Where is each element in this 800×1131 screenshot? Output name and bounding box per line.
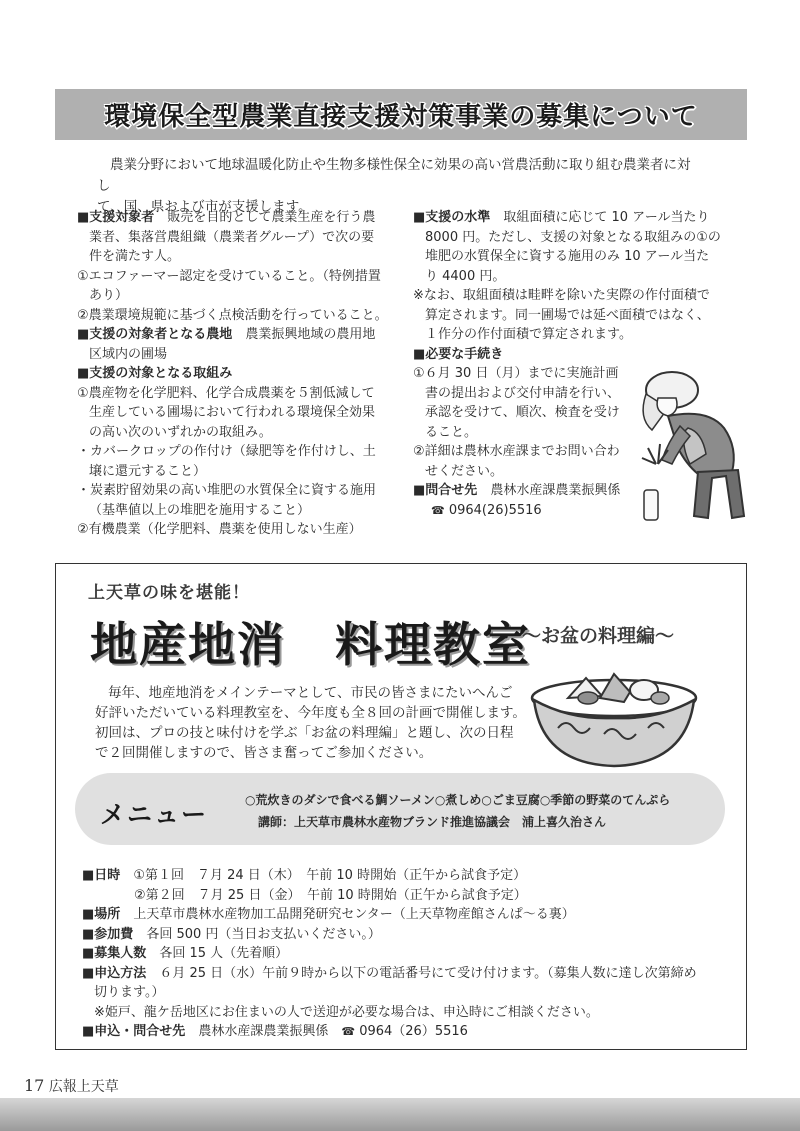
cooking-subtitle: ～お盆の料理編～ bbox=[522, 625, 675, 647]
cooking-catchphrase: 上天草の味を堪能！ bbox=[88, 583, 250, 603]
activity-line: ①農産物を化学肥料、化学合成農薬を５割低減して bbox=[77, 385, 375, 401]
fee-line bbox=[82, 925, 732, 945]
activity-line: 壌に還元すること） bbox=[89, 463, 207, 479]
apply-contact-heading: ■申込・問合せ先 bbox=[82, 1024, 186, 1039]
apply-heading: ■申込方法 bbox=[82, 965, 147, 981]
level-line bbox=[413, 208, 725, 228]
apply-line-2: 切ります。） bbox=[94, 985, 165, 1000]
food-taro bbox=[651, 692, 669, 704]
farmland-text: 農業振興地域の農用地 bbox=[245, 327, 376, 342]
farmland-line: 区域内の圃場 bbox=[89, 346, 168, 362]
contact-heading: ■問合せ先 bbox=[413, 483, 478, 498]
farmer-legs bbox=[694, 470, 744, 518]
apply-line bbox=[82, 964, 732, 984]
procedure-line: ②詳細は農林水産課までお問い合わ bbox=[413, 444, 620, 459]
activity-line: ・カバークロップの作付け（緑肥等を作付けし、土 bbox=[77, 444, 376, 459]
date-heading: ■日時 bbox=[82, 868, 121, 883]
apply-contact-tel: 0964（26）5516 bbox=[359, 1024, 468, 1039]
apply-contact-text: 農林水産課農業振興係 bbox=[198, 1024, 329, 1039]
page-number: 17 bbox=[24, 1076, 45, 1095]
food-taro bbox=[578, 692, 598, 704]
level-line: 算定されます。同一圃場では延べ面積ではなく、 bbox=[425, 307, 710, 323]
level-line: ※なお、取組面積は畦畔を除いた実際の作付面積で bbox=[413, 288, 710, 303]
level-line: 8000 円。ただし、支援の対象となる取組みの①の bbox=[425, 229, 721, 245]
level-line: 堆肥の水質保全に資する施用のみ 10 アール当た bbox=[425, 249, 710, 264]
date-line bbox=[82, 866, 732, 886]
activity-heading: ■支援の対象となる取組み bbox=[77, 366, 233, 381]
target-item: ①エコファーマー認定を受けていること。（特例措置 bbox=[77, 268, 381, 284]
cooking-title: 地産地消 料理教室 bbox=[90, 618, 531, 673]
level-text: 取組面積に応じて 10 アール当たり bbox=[503, 210, 710, 225]
level-line: り 4400 円。 bbox=[425, 268, 506, 284]
desc-line: 初回は、プロの技と味付けを学ぶ「お盆の料理編」と題し、次の日程 bbox=[95, 725, 514, 741]
place-heading: ■場所 bbox=[82, 907, 121, 922]
procedure-line: せください。 bbox=[425, 463, 504, 479]
telephone-icon: ☎ bbox=[341, 1025, 356, 1038]
capacity-heading: ■募集人数 bbox=[82, 946, 147, 961]
menu-label: メニュー bbox=[100, 800, 209, 829]
footer-bar bbox=[0, 1098, 800, 1131]
intro-line: 農業分野において地球温暖化防止や生物多様性保全に効果の高い営農活動に取り組む農業者に対し bbox=[97, 157, 691, 194]
target-text: 販売を目的として農業生産を行う農 bbox=[167, 210, 376, 225]
contact-tel: 0964(26)5516 bbox=[448, 502, 542, 518]
activity-line: 生産している圃場において行われる環境保全効果 bbox=[89, 405, 376, 420]
lecturer: 講師：上天草市農林水産物ブランド推進協議会 浦上喜久治さん bbox=[258, 815, 607, 829]
procedure-heading: ■必要な手続き bbox=[413, 346, 504, 362]
desc-line: 好評いただいている料理教室を、今年度も全８回の計画で開催します。 bbox=[95, 705, 526, 721]
intro-line: て、国、県および市が支援します。 bbox=[97, 199, 312, 215]
cooking-details bbox=[82, 866, 732, 1042]
capacity-text: 各回 15 人（先着順） bbox=[159, 946, 289, 961]
seedling-bundle bbox=[644, 490, 658, 520]
cooking-description bbox=[95, 683, 525, 763]
capacity-line bbox=[82, 944, 732, 964]
activity-line: ・炭素貯留効果の高い堆肥の水質保全に資する施用 bbox=[77, 483, 377, 498]
fee-text: 各回 500 円（当日お支払いください。） bbox=[146, 926, 381, 942]
target-item: あり） bbox=[89, 288, 129, 303]
left-column bbox=[77, 208, 395, 540]
target-line: 業者、集落営農組織（農業者グループ）で次の要 bbox=[89, 229, 375, 245]
desc-line: で２回開催しますので、皆さま奮ってご参加ください。 bbox=[95, 745, 433, 761]
target-line bbox=[77, 208, 395, 228]
date-2: ②第２回 ７月 25 日（金） 午前 10 時開始（正午から試食予定） bbox=[134, 887, 527, 903]
level-heading: ■支援の水準 bbox=[413, 210, 491, 225]
target-line: 件を満たす人。 bbox=[89, 249, 181, 264]
level-line: １作分の作付面積で算定されます。 bbox=[425, 327, 632, 342]
pickup-note: ※姫戸、龍ケ岳地区にお住まいの人で送迎が必要な場合は、申込時にご相談ください。 bbox=[94, 1004, 599, 1020]
farmer-illustration bbox=[628, 368, 746, 528]
telephone-icon: ☎ bbox=[431, 503, 445, 517]
procedure-line: 書の提出および交付申請を行い、 bbox=[425, 385, 621, 401]
procedure-line: ①６月 30 日（月）までに実施計画 bbox=[413, 366, 619, 381]
food-bowl-illustration bbox=[528, 668, 700, 772]
place-text: 上天草市農林水産物加工品開発研究センター（上天草物産館さんぱ～る裏） bbox=[133, 907, 575, 922]
fee-heading: ■参加費 bbox=[82, 926, 134, 942]
section1-title: 環境保全型農業直接支援対策事業の募集について bbox=[104, 102, 698, 132]
apply-text: ６月 25 日（水）午前９時から以下の電話番号にて受け付けます。（募集人数に達し次第締め bbox=[159, 965, 697, 981]
contact-text: 農林水産課農業振興係 bbox=[490, 483, 621, 498]
date-1: ①第１回 ７月 24 日（木） 午前 10 時開始（正午から試食予定） bbox=[133, 868, 527, 883]
desc-line: 毎年、地産地消をメインテーマとして、市民の皆さまにたいへんご bbox=[108, 685, 513, 701]
publication-name: 広報上天草 bbox=[48, 1079, 119, 1095]
farmland-heading: ■支援の対象者となる農地 bbox=[77, 327, 233, 342]
section1-banner bbox=[55, 89, 747, 140]
activity-line: の高い次のいずれかの取組み。 bbox=[89, 424, 272, 440]
menu-items: ○荒炊きのダシで食べる鯛ソーメン○煮しめ○ごま豆腐○季節の野菜のてんぷら bbox=[245, 793, 671, 807]
apply-contact-line bbox=[82, 1022, 732, 1042]
place-line bbox=[82, 905, 732, 925]
procedure-line: ること。 bbox=[425, 424, 478, 440]
procedure-line: 承認を受けて、順次、検査を受け bbox=[425, 405, 620, 420]
target-item: ②農業環境規範に基づく点検活動を行っていること。 bbox=[77, 307, 388, 323]
page-footer-label bbox=[24, 1076, 119, 1096]
farmland-line bbox=[77, 325, 395, 345]
target-heading: ■支援対象者 bbox=[77, 210, 155, 225]
activity-line: （基準値以上の堆肥を施用すること） bbox=[89, 502, 311, 518]
activity-line: ②有機農業（化学肥料、農薬を使用しない生産） bbox=[77, 522, 362, 537]
